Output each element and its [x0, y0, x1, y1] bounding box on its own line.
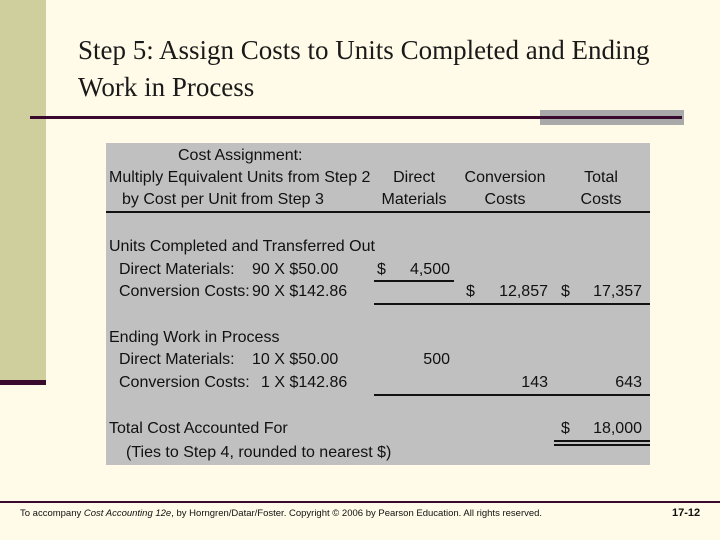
slide-title: Step 5: Assign Costs to Units Completed and Ending Work in Process: [78, 35, 650, 102]
title-rule-overlay: [540, 116, 682, 119]
cell-value: 500: [423, 351, 450, 368]
col-header-conversion: Conversion: [464, 169, 546, 186]
row-calc-direct-materials: 90 X $50.00: [252, 261, 339, 278]
col-header-materials: Materials: [381, 191, 447, 208]
page-number: 17-12: [672, 507, 701, 519]
cell-value: 143: [521, 374, 548, 391]
section-underline: [374, 303, 650, 305]
cell-value: 643: [615, 374, 642, 391]
double-underline-top: [554, 440, 650, 442]
cell-value: 12,857: [499, 283, 548, 300]
row-calc-direct-materials: 10 X $50.00: [252, 351, 339, 368]
dollar-sign: $: [466, 283, 475, 300]
cell-underline: [374, 280, 454, 282]
table-heading: Cost Assignment:: [178, 147, 303, 164]
tie-out-note: (Ties to Step 4, rounded to nearest $): [126, 444, 392, 461]
double-underline-bottom: [554, 444, 650, 446]
cell-value: 4,500: [409, 261, 450, 278]
row-label-direct-materials: Direct Materials:: [119, 261, 235, 278]
row-label-direct-materials: Direct Materials:: [119, 351, 235, 368]
row-label-conversion-costs: Conversion Costs:: [119, 374, 250, 391]
dollar-sign: $: [561, 283, 570, 300]
cost-assignment-table: [106, 143, 650, 465]
side-accent-line: [0, 380, 46, 385]
col-header-costs: Costs: [484, 191, 526, 208]
section-units-completed: Units Completed and Transferred Out: [109, 238, 375, 255]
total-value: 18,000: [593, 420, 642, 437]
table-subheading-2: by Cost per Unit from Step 3: [122, 191, 324, 208]
footer-rule: [0, 501, 720, 503]
section-ending-wip: Ending Work in Process: [109, 329, 280, 346]
col-header-total-costs: Costs: [580, 191, 622, 208]
dollar-sign: $: [377, 261, 386, 278]
dollar-sign: $: [561, 420, 570, 437]
footer-prefix: To accompany: [20, 508, 84, 519]
header-underline: [106, 211, 650, 213]
row-label-conversion-costs: Conversion Costs:: [119, 283, 250, 300]
col-header-direct: Direct: [393, 169, 435, 186]
footer-copyright: [20, 508, 542, 519]
side-decoration-bar: [0, 0, 46, 384]
total-label: Total Cost Accounted For: [109, 420, 288, 437]
table-subheading: Multiply Equivalent Units from Step 2: [109, 169, 371, 186]
row-calc-conversion-costs: 1 X $142.86: [261, 374, 348, 391]
section-underline: [374, 394, 650, 396]
row-calc-conversion-costs: 90 X $142.86: [252, 283, 348, 300]
cell-value: 17,357: [593, 283, 642, 300]
footer-book-title: Cost Accounting 12e: [83, 508, 172, 519]
col-header-total: Total: [584, 169, 618, 186]
footer-suffix: , by Horngren/Datar/Foster. Copyright © 2006 by Pearson Education. All rights reserved.: [171, 508, 543, 519]
